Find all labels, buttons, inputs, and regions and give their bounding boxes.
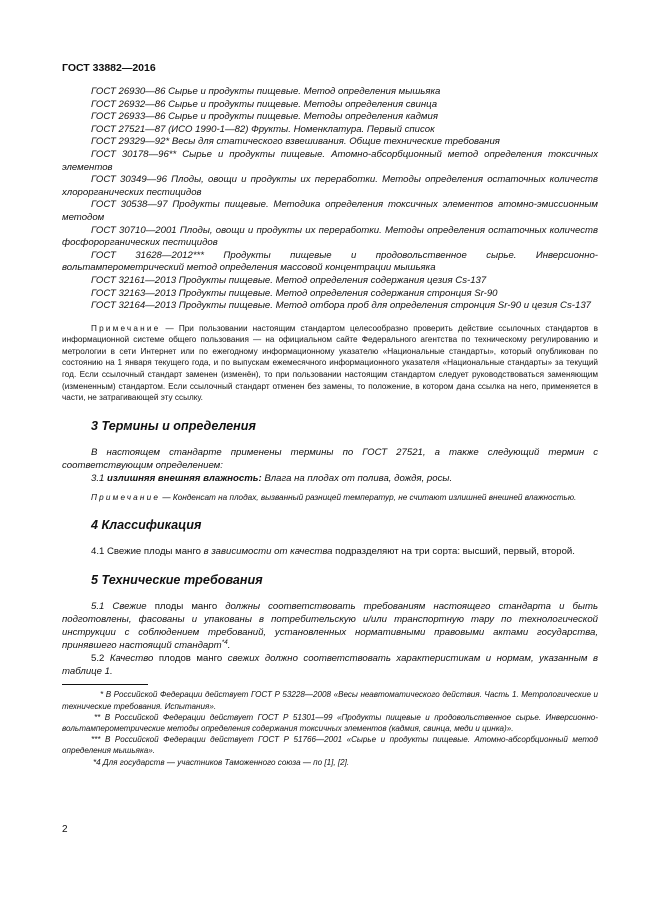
reference-item: ГОСТ 27521—87 (ИСО 1990-1—82) Фрукты. Номенклатура. Первый список <box>91 123 435 135</box>
term-number: 3.1 <box>91 472 108 484</box>
text-run: Качество <box>109 653 154 665</box>
reference-item: ГОСТ 30178—96** Сырье и продукты пищевые. Атомно-абсорбционный метод определения токсичных элементов <box>62 148 598 173</box>
footnote: *** В Российской Федерации действует ГОСТ Р 51766—2001 «Сырье и продукты пищевые. Атомно-абсорбционный метод определения мышьяка». <box>62 735 598 756</box>
note-text: — При пользовании настоящим стандартом целесообразно проверить действие ссылочных стандартов в информационной системе общего пользования — на официальном сайте Федерального агентства по техническому регулированию и метрологии в сети Интернет или по ежегодному информационному указателю «Национальные стандарты», который опубликован по состоянию на 1 января текущего года, и по выпускам ежемесячного информационного указателя «Национальные стандарты» за текущий год. Если ссылочный стандарт заменен (изменён), то при пользовании настоящим стандартом следует руководствоваться заменяющим (измененным) стандартом. Если ссылочный стандарт отменен без замены, то положение, в котором дана ссылка на него, применяется в части, не затрагивающей эту ссылку. <box>62 323 598 403</box>
text-run: плоды манго <box>146 601 226 613</box>
footnote: ** В Российской Федерации действует ГОСТ Р 51301—99 «Продукты пищевые и продовольственное сырье. Инверсионно-вольтамперометрические методы определения содержания токсичных элементов (кадмия, свинца, меди и цинка)». <box>62 712 598 734</box>
reference-item: ГОСТ 30538—97 Продукты пищевые. Методика определения токсичных элементов атомно-эмиссионным методом <box>62 199 598 223</box>
footnote: * В Российской Федерации действует ГОСТ Р 53228—2008 «Весы неавтоматического действия. Часть 1. Метрологические и технические требования. Испытания». <box>62 690 598 711</box>
page-header: ГОСТ 33882—2016 <box>62 62 156 74</box>
text-run: Свежие <box>112 601 147 613</box>
text-run: . <box>227 640 231 652</box>
text-run: должны соответствовать требованиям настоящего стандарта и быть подготовлены, фасованы и упакованы в потребительскую и/или транспортную тару по технологической инструкции с соблюдением требований, установленных нормативными правовыми актами государства, принявшего настоящий стандарт <box>62 601 598 652</box>
reference-item: ГОСТ 31628—2012*** Продукты пищевые и продовольственное сырье. Инверсионно-вольтамперометрический метод определения массовой концентрации мышьяка <box>62 249 598 274</box>
term-note <box>62 492 598 504</box>
text-run: 5.1 <box>91 601 113 613</box>
footnote-divider <box>62 684 148 685</box>
references-note <box>62 323 598 404</box>
text-run: в зависимости от качества <box>203 546 333 558</box>
section-5-paragraph-1 <box>62 600 598 652</box>
note-label: Примечание <box>91 323 161 333</box>
reference-item: ГОСТ 30349—96 Плоды, овощи и продукты их переработки. Методы определения остаточных количеств хлорорганических пестицидов <box>62 174 598 198</box>
term-definition <box>62 472 598 485</box>
section-3-intro: В настоящем стандарте применены термины по ГОСТ 27521, а также следующий термин с соответствующим определением: <box>62 446 598 471</box>
reference-item: ГОСТ 32161—2013 Продукты пищевые. Метод определения содержания цезия Cs-137 <box>91 274 487 286</box>
section-5-heading: 5 Технические требования <box>91 573 263 588</box>
reference-item: ГОСТ 30710—2001 Плоды, овощи и продукты их переработки. Методы определения остаточных количеств фосфорорганических пестицидов <box>62 224 598 249</box>
footnote-ref: *4 <box>221 639 228 647</box>
section-4-paragraph <box>62 545 598 558</box>
text-run: свежих должно соответствовать характеристикам и нормам, указанным в таблице 1. <box>62 653 598 678</box>
section-4-heading: 4 Классификация <box>91 518 202 533</box>
text-run: 4.1 Свежие плоды манго <box>91 546 204 558</box>
section-3-heading: 3 Термины и определения <box>91 418 256 433</box>
reference-item: ГОСТ 29329—92* Весы для статического взвешивания. Общие технические требования <box>91 136 500 148</box>
reference-item: ГОСТ 32163—2013 Продукты пищевые. Метод определения содержания стронция Sr-90 <box>91 287 498 299</box>
text-run: плодов манго <box>153 653 228 665</box>
section-5-paragraph-2 <box>62 652 598 678</box>
note-label: Примечание <box>91 492 161 502</box>
page-number: 2 <box>62 824 68 835</box>
reference-item: ГОСТ 26930—86 Сырье и продукты пищевые. Метод определения мышьяка <box>91 86 441 97</box>
term-def: Влага на плодах от полива, дождя, росы. <box>261 472 453 484</box>
document-body <box>62 86 598 768</box>
text-run: подразделяют на три сорта: высший, первый, второй. <box>332 546 575 558</box>
text-run: 5.2 <box>91 653 110 665</box>
note-text: — Конденсат на плодах, вызванный разницей температур, не считают излишней внешней влажностью. <box>160 492 577 502</box>
footnote: *4 Для государств — участников Таможенного союза — по [1], [2]. <box>93 757 350 767</box>
term-name: излишняя внешняя влажность: <box>107 472 262 484</box>
reference-item: ГОСТ 26933—86 Сырье и продукты пищевые. Методы определения кадмия <box>91 111 438 123</box>
reference-item: ГОСТ 26932—86 Сырье и продукты пищевые. Методы определения свинца <box>91 98 438 110</box>
normative-references-list <box>62 86 598 313</box>
reference-item: ГОСТ 32164—2013 Продукты пищевые. Метод отбора проб для определения стронция Sr-90 и цезия Cs-137 <box>91 300 591 312</box>
